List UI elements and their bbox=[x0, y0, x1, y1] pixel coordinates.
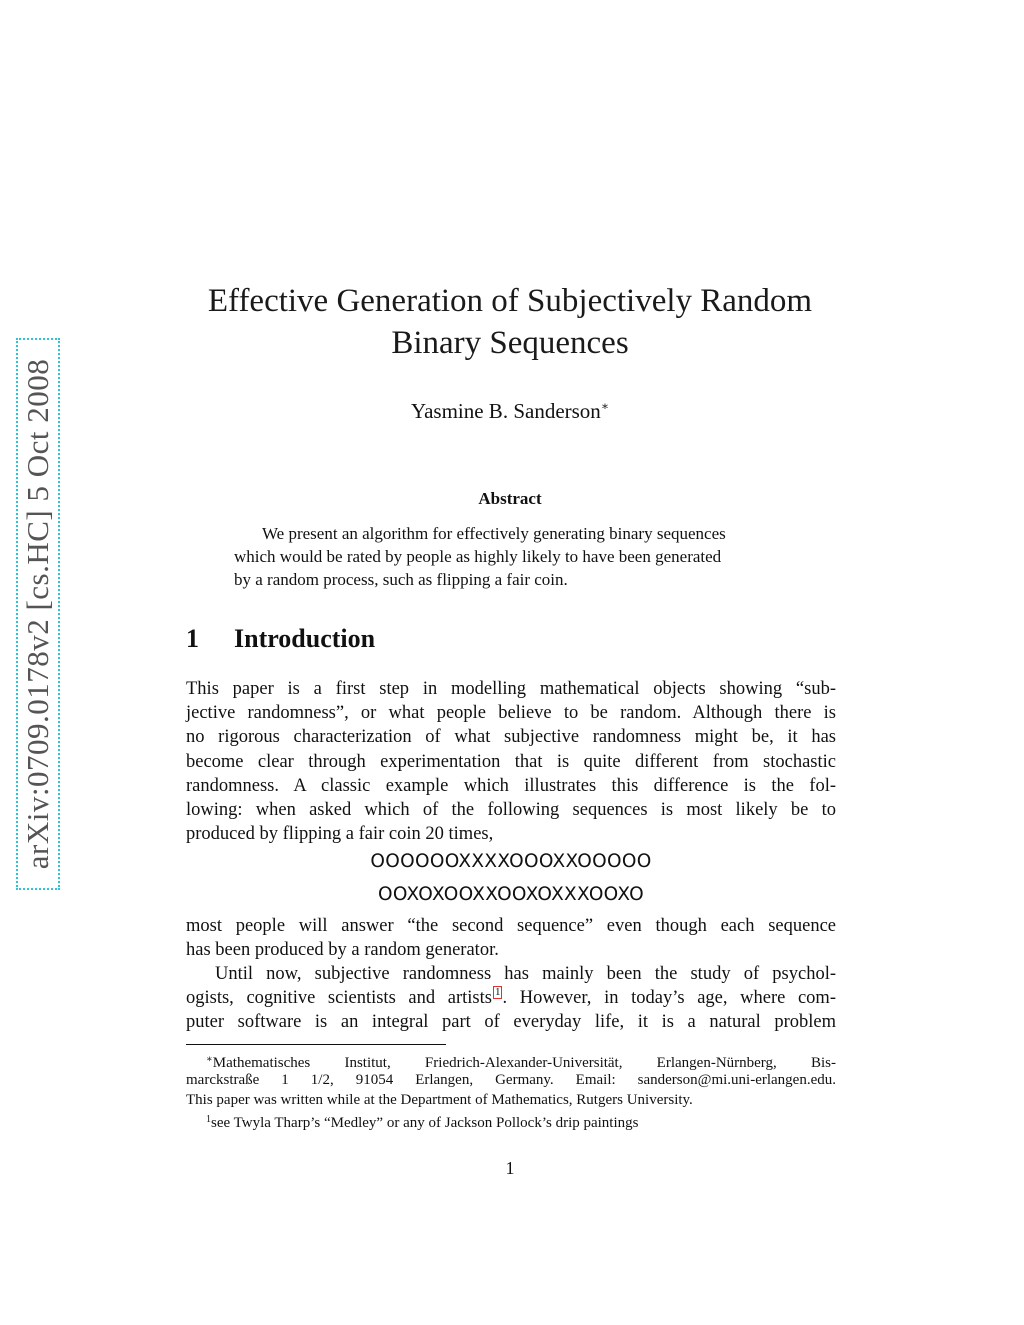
abstract-line: by a random process, such as flipping a fair coin. bbox=[234, 570, 568, 589]
text-line: become clear through experimentation that is quite different from stochastic bbox=[186, 751, 836, 772]
footnote-author-line: marckstraße 1 1/2, 91054 Erlangen, Germany. Email: sanderson@mi.uni-erlangen.edu. bbox=[186, 1072, 836, 1088]
footnotes bbox=[186, 1050, 836, 1130]
section-number: 1 bbox=[186, 624, 199, 653]
author-footnote-mark: ∗ bbox=[600, 399, 609, 413]
footnote-author-line: ∗Mathematisches Institut, Friedrich-Alexander-Universität, Erlangen-Nürnberg, Bis- bbox=[206, 1054, 836, 1071]
text-line-with-footnote bbox=[186, 986, 836, 1010]
text-line: puter software is an integral part of everyday life, it is a natural problem bbox=[186, 1012, 836, 1033]
footnote-mark: ∗ bbox=[206, 1054, 213, 1065]
text-line: has been produced by a random generator. bbox=[186, 940, 499, 961]
sequence-2: OOXOXOOXXOOXOXXXOOXO bbox=[377, 884, 645, 905]
paper-title bbox=[150, 280, 870, 364]
footnote-1: $^1$see Twyla Tharp’s “Medley” or any of Jackson Pollock’s drip paintings bbox=[206, 1114, 639, 1131]
text-line: produced by flipping a fair coin 20 times, bbox=[186, 824, 494, 845]
text-segment: . However, in today’s age, where com- bbox=[502, 988, 836, 1009]
text-line: no rigorous characterization of what subjective randomness might be, it has bbox=[186, 727, 836, 748]
footnote-divider bbox=[186, 1044, 446, 1045]
arxiv-identifier-stamp bbox=[16, 338, 60, 890]
text-line: This paper is a first step in modelling mathematical objects showing “sub- bbox=[186, 679, 836, 699]
page-number: 1 bbox=[505, 1158, 515, 1178]
text-line: Until now, subjective randomness has mainly been the study of psychol- bbox=[215, 964, 836, 984]
abstract-line: which would be rated by people as highly likely to have been generated bbox=[234, 547, 722, 566]
footnote-mark: 1 bbox=[206, 1114, 211, 1125]
text-segment: ogists, cognitive scientists and artists bbox=[186, 988, 492, 1009]
intro-paragraph-1 bbox=[186, 677, 836, 846]
footnote-author-line: This paper was written while at the Department of Mathematics, Rutgers University. bbox=[186, 1092, 693, 1108]
text-line: most people will answer “the second sequence” even though each sequence bbox=[186, 916, 836, 936]
text-line: jective randomness”, or what people believe to be random. Although there is bbox=[186, 703, 836, 724]
abstract-line: We present an algorithm for effectively generating binary sequences bbox=[262, 524, 726, 543]
title-line-2: Binary Sequences bbox=[391, 325, 629, 361]
section-title: Introduction bbox=[234, 624, 376, 653]
intro-paragraph-2 bbox=[186, 914, 836, 962]
arxiv-identifier-text: arXiv:0709.0178v2 [cs.HC] 5 Oct 2008 bbox=[20, 358, 55, 870]
title-line-1: Effective Generation of Subjectively Random bbox=[207, 283, 813, 319]
author-line bbox=[150, 392, 870, 425]
text-line: lowing: when asked which of the following sequences is most likely be to bbox=[186, 799, 836, 820]
author-name: Yasmine B. Sanderson bbox=[411, 399, 601, 423]
text-line: randomness. A classic example which illustrates this difference is the fol- bbox=[186, 775, 836, 796]
section-heading bbox=[186, 624, 375, 654]
intro-paragraph-3 bbox=[186, 962, 836, 1035]
abstract-body bbox=[234, 522, 786, 591]
sequence-1: OOOOOOXXXXOOOXXOOOOO bbox=[370, 851, 652, 872]
footnote-1-link[interactable]: 1 bbox=[494, 986, 501, 999]
abstract-heading: Abstract bbox=[478, 489, 542, 508]
